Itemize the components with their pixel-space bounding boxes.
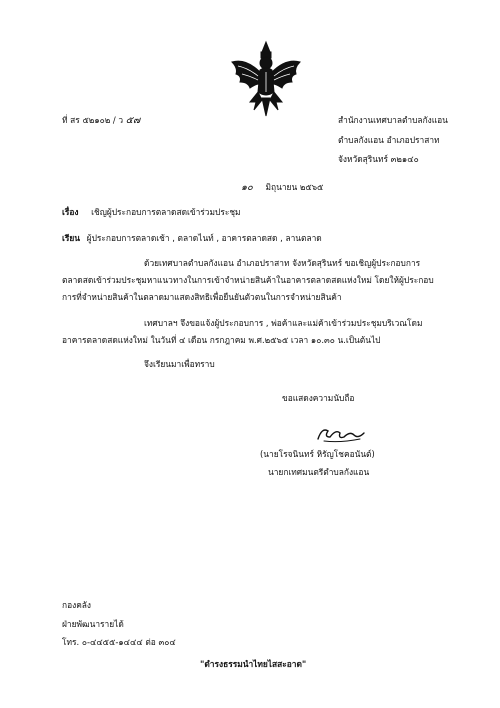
closing-phrase: ขอแสดงความนับถือ [282,393,355,403]
date-month-year: มิถุนายน ๒๕๖๕ [265,182,324,192]
sender-address-line-3: จังหวัดสุรินทร์ ๓๒๑๔๐ [338,154,419,164]
subject-text: เชิญผู้ประกอบการตลาดสดเข้าร่วมประชุม [91,207,241,217]
recipient-line [62,234,322,244]
recipient-label: เรียน [62,233,80,243]
recipient-text: ผู้ประกอบการตลาดเช้า , ตลาดไนท์ , อาคารตลาดสด , ลานตลาด [86,233,322,243]
document-number [62,116,140,127]
footer-slogan: "ดำรงธรรมนำไทยไสสะอาด" [200,659,307,669]
document-number-handwritten: ๕๗ [125,115,141,126]
signature-icon [314,421,368,447]
document-number-prefix: ที่ สร ๕๒๑๐๒ / ว [62,115,124,125]
signatory-name: (นายโรจนินทร์ หิรัญโชคอนันต์) [260,449,375,459]
garuda-emblem-icon [228,40,304,118]
date-day-handwritten: ๑๐ [241,182,253,193]
subject-label: เรื่อง [62,207,79,217]
body-paragraph-1: ด้วยเทศบาลตำบลกังแอน อำเภอปราสาท จังหวัดสุรินทร์ ขอเชิญผู้ประกอบการตลาดสดเข้าร่วมประชุมหาแนวทางในการเข้าจำหน่ายสินค้าในอาคารตลาดสดแห่งใหม่ โดยให้ผู้ประกอบการที่จำหน่ายสินค้าในตลาดมาแสดงสิทธิเพื่อยืนยันตัวตนในการจำหน่ายสินค้า [62,258,434,302]
body-paragraph-2: เทศบาลฯ จึงขอแจ้งผู้ประกอบการ , พ่อค้าและแม่ค้าเข้าร่วมประชุมบริเวณโดมอาคารตลาดสดแห่งใหม่ ในวันที่ ๔ เดือน กรกฎาคม พ.ศ.๒๕๖๕ เวลา ๑๐.๓๐ น.เป็นต้นไป [62,318,423,345]
sender-address-line-1: สำนักงานเทศบาลตำบลกังแอน [338,115,448,125]
sender-address-line-2: ตำบลกังแอน อำเภอปราสาท [338,135,440,145]
body-paragraph-3: จึงเรียนมาเพื่อทราบ [144,359,215,369]
signatory-title: นายกเทศมนตรีตำบลกังแอน [268,467,370,477]
subject-line [62,208,241,218]
footer-division: กองคลัง [62,600,92,610]
footer-phone: โทร. ๐-๔๔๕๕-๑๔๔๔ ต่อ ๓๐๔ [62,637,176,647]
document-date [241,183,323,194]
footer-section: ฝ่ายพัฒนารายได้ [62,619,124,629]
